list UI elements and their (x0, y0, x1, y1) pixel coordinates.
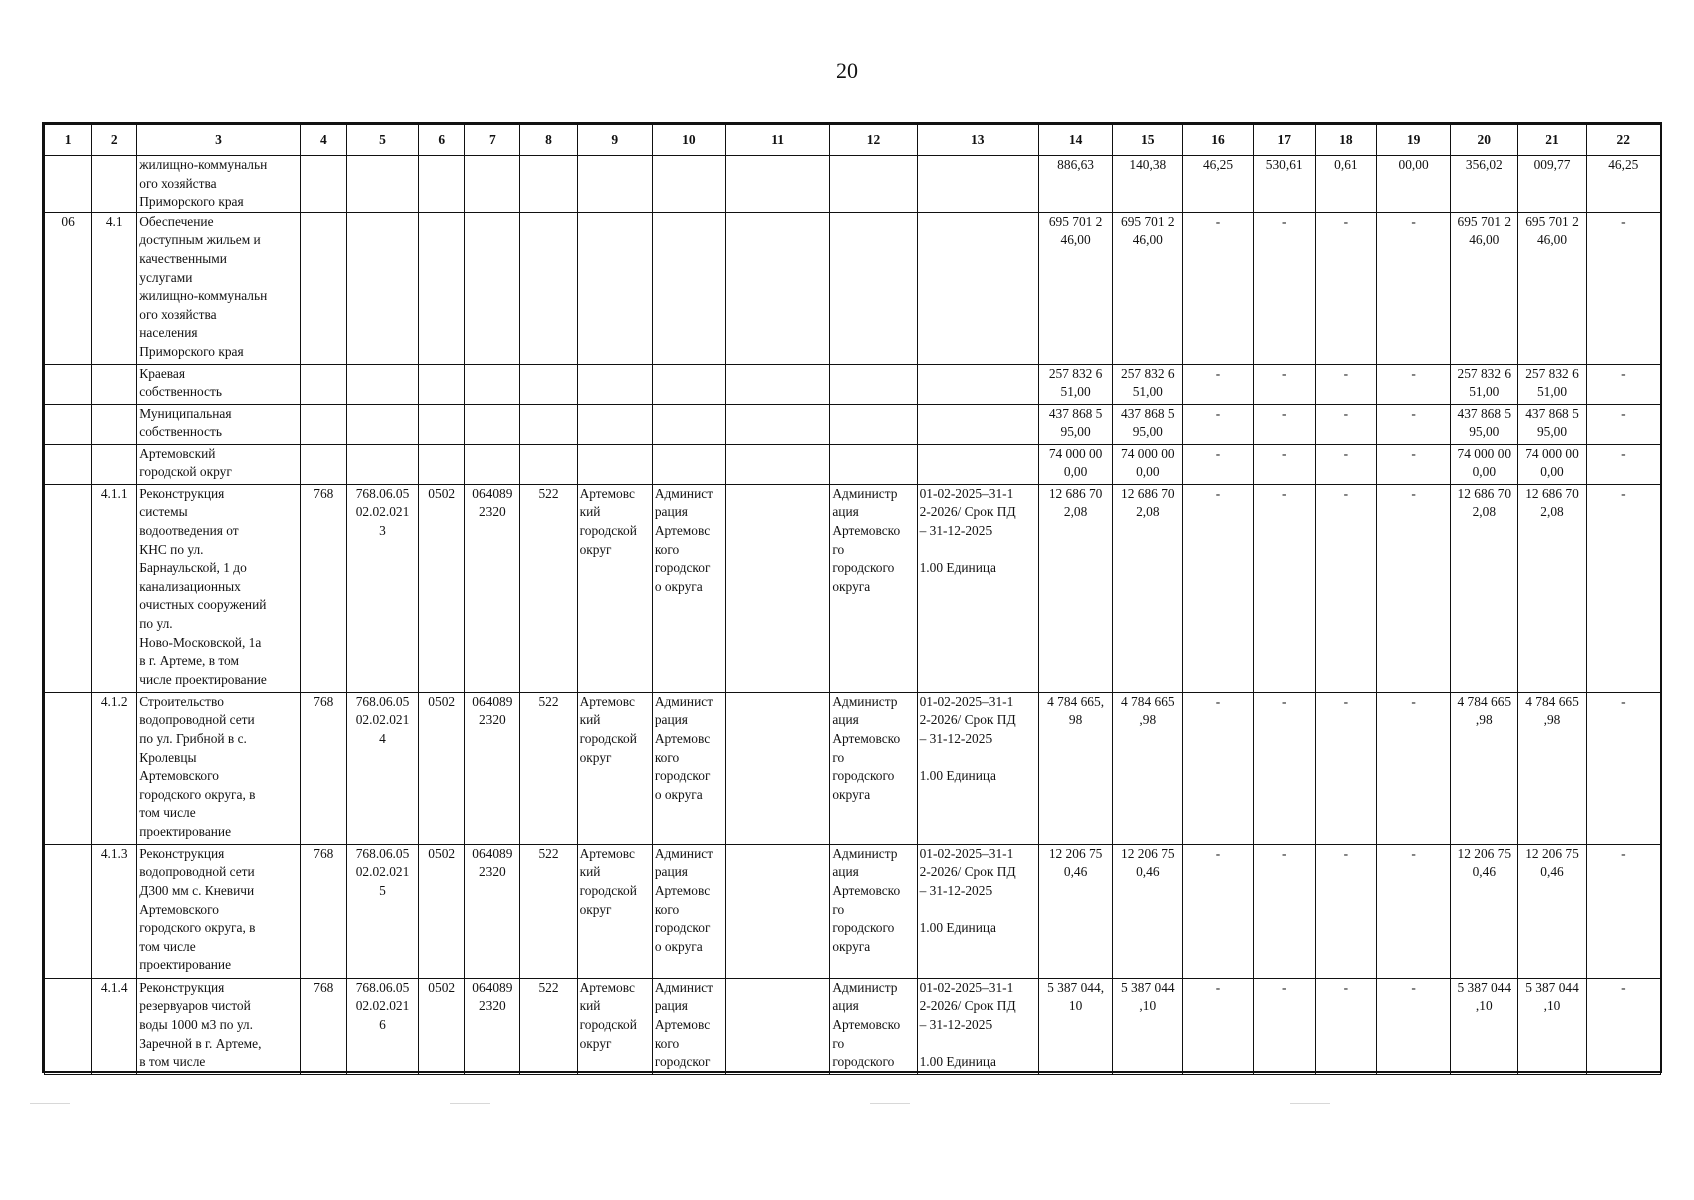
cell-col-6 (419, 364, 465, 404)
cell-col-9: Артемовс кий городской округ (577, 978, 652, 1074)
cell-col-9 (577, 364, 652, 404)
cell-col-2 (92, 444, 137, 484)
cell-col-13 (917, 404, 1038, 444)
column-header-14: 14 (1038, 125, 1112, 156)
table-row (45, 978, 1661, 1074)
cell-col-20: 695 701 2 46,00 (1451, 212, 1518, 364)
column-header-18: 18 (1315, 125, 1376, 156)
cell-col-6: 0502 (419, 978, 465, 1074)
cell-col-17: - (1253, 364, 1315, 404)
table-row (45, 364, 1661, 404)
cell-col-7: 064089 2320 (465, 978, 520, 1074)
cell-col-20: 356,02 (1451, 156, 1518, 213)
cell-col-21: 257 832 6 51,00 (1518, 364, 1586, 404)
cell-col-7 (465, 444, 520, 484)
column-header-5: 5 (346, 125, 418, 156)
cell-col-17: - (1253, 404, 1315, 444)
cell-col-15: 257 832 6 51,00 (1113, 364, 1183, 404)
cell-col-1 (45, 692, 92, 844)
cell-col-15: 437 868 5 95,00 (1113, 404, 1183, 444)
cell-col-7: 064089 2320 (465, 484, 520, 692)
cell-col-7: 064089 2320 (465, 844, 520, 978)
cell-col-21: 695 701 2 46,00 (1518, 212, 1586, 364)
cell-col-2: 4.1.2 (92, 692, 137, 844)
cell-col-12 (830, 444, 917, 484)
cell-col-10: Админист рация Артемовс кого городског о округа (652, 484, 725, 692)
cell-col-20: 437 868 5 95,00 (1451, 404, 1518, 444)
column-header-3: 3 (137, 125, 301, 156)
cell-col-2: 4.1 (92, 212, 137, 364)
cell-col-5 (346, 156, 418, 213)
cell-col-4 (300, 156, 346, 213)
column-header-22: 22 (1586, 125, 1660, 156)
cell-col-19: - (1376, 212, 1450, 364)
cell-col-19: - (1376, 844, 1450, 978)
cell-col-17: - (1253, 844, 1315, 978)
cell-col-22: - (1586, 844, 1660, 978)
page-number: 20 (836, 58, 858, 83)
column-header-12: 12 (830, 125, 917, 156)
cell-col-2: 4.1.1 (92, 484, 137, 692)
cell-col-12 (830, 364, 917, 404)
column-header-2: 2 (92, 125, 137, 156)
cell-col-4: 768 (300, 484, 346, 692)
cell-col-11 (726, 364, 830, 404)
cell-col-21: 74 000 00 0,00 (1518, 444, 1586, 484)
cell-col-11 (726, 978, 830, 1074)
cell-col-7 (465, 404, 520, 444)
cell-col-18: - (1315, 212, 1376, 364)
cell-col-13: 01-02-2025–31-1 2-2026/ Срок ПД – 31-12-2025 1.00 Единица (917, 844, 1038, 978)
cell-col-18: - (1315, 484, 1376, 692)
column-header-8: 8 (520, 125, 577, 156)
cell-col-14: 12 686 70 2,08 (1038, 484, 1112, 692)
cell-col-7 (465, 364, 520, 404)
cell-col-19: 00,00 (1376, 156, 1450, 213)
column-header-20: 20 (1451, 125, 1518, 156)
cell-col-7 (465, 156, 520, 213)
cell-col-11 (726, 484, 830, 692)
cell-col-16: - (1183, 978, 1253, 1074)
cell-col-14: 257 832 6 51,00 (1038, 364, 1112, 404)
cell-col-16: - (1183, 484, 1253, 692)
cell-col-14: 74 000 00 0,00 (1038, 444, 1112, 484)
cell-col-18: - (1315, 844, 1376, 978)
cell-col-17: 530,61 (1253, 156, 1315, 213)
cell-col-2: 4.1.3 (92, 844, 137, 978)
cell-col-9: Артемовс кий городской округ (577, 692, 652, 844)
cell-col-11 (726, 404, 830, 444)
cell-col-9 (577, 404, 652, 444)
cell-col-8 (520, 404, 577, 444)
cell-col-15: 4 784 665 ,98 (1113, 692, 1183, 844)
cell-col-3: Реконструкция водопроводной сети Д300 мм с. Кневичи Артемовского городского округа, в том числе проектирование (137, 844, 301, 978)
cell-col-11 (726, 692, 830, 844)
cell-col-4 (300, 364, 346, 404)
cell-col-10 (652, 156, 725, 213)
cell-col-19: - (1376, 404, 1450, 444)
cell-col-18: 0,61 (1315, 156, 1376, 213)
cell-col-13: 01-02-2025–31-1 2-2026/ Срок ПД – 31-12-2025 1.00 Единица (917, 978, 1038, 1074)
cell-col-6 (419, 404, 465, 444)
cell-col-3: Муниципальная собственность (137, 404, 301, 444)
cell-col-6: 0502 (419, 692, 465, 844)
cell-col-7: 064089 2320 (465, 692, 520, 844)
cell-col-11 (726, 444, 830, 484)
cell-col-13 (917, 444, 1038, 484)
cell-col-18: - (1315, 692, 1376, 844)
cell-col-3: Артемовский городской округ (137, 444, 301, 484)
cell-col-10 (652, 364, 725, 404)
column-header-17: 17 (1253, 125, 1315, 156)
cell-col-9 (577, 212, 652, 364)
cell-col-12 (830, 212, 917, 364)
cell-col-10 (652, 212, 725, 364)
cell-col-8 (520, 212, 577, 364)
cell-col-15: 5 387 044 ,10 (1113, 978, 1183, 1074)
cell-col-1 (45, 444, 92, 484)
column-header-21: 21 (1518, 125, 1586, 156)
cell-col-20: 12 206 75 0,46 (1451, 844, 1518, 978)
cell-col-12: Администр ация Артемовско го городского (830, 978, 917, 1074)
cell-col-14: 886,63 (1038, 156, 1112, 213)
cell-col-12 (830, 156, 917, 213)
cell-col-17: - (1253, 444, 1315, 484)
cell-col-2 (92, 364, 137, 404)
cell-col-4: 768 (300, 978, 346, 1074)
column-header-7: 7 (465, 125, 520, 156)
cell-col-3: Обеспечение доступным жильем и качественными услугами жилищно-коммунальн ого хозяйства населения Приморского края (137, 212, 301, 364)
cell-col-6: 0502 (419, 844, 465, 978)
cell-col-5 (346, 364, 418, 404)
cell-col-16: - (1183, 404, 1253, 444)
cell-col-1 (45, 364, 92, 404)
cell-col-9 (577, 444, 652, 484)
cell-col-10: Админист рация Артемовс кого городског (652, 978, 725, 1074)
cell-col-5: 768.06.05 02.02.021 6 (346, 978, 418, 1074)
cell-col-10 (652, 404, 725, 444)
cell-col-3: Реконструкция резервуаров чистой воды 1000 м3 по ул. Заречной в г. Артеме, в том числе (137, 978, 301, 1074)
cell-col-5: 768.06.05 02.02.021 5 (346, 844, 418, 978)
column-header-9: 9 (577, 125, 652, 156)
cell-col-6 (419, 156, 465, 213)
cell-col-15: 74 000 00 0,00 (1113, 444, 1183, 484)
cell-col-8 (520, 364, 577, 404)
cell-col-22: - (1586, 364, 1660, 404)
cell-col-1 (45, 404, 92, 444)
cell-col-9: Артемовс кий городской округ (577, 844, 652, 978)
table-row (45, 692, 1661, 844)
cell-col-12: Администр ация Артемовско го городского округа (830, 484, 917, 692)
cell-col-18: - (1315, 978, 1376, 1074)
cell-col-22: - (1586, 212, 1660, 364)
cell-col-13 (917, 212, 1038, 364)
cell-col-8: 522 (520, 978, 577, 1074)
cell-col-5: 768.06.05 02.02.021 4 (346, 692, 418, 844)
cell-col-12: Администр ация Артемовско го городского округа (830, 692, 917, 844)
budget-table (44, 124, 1661, 1075)
cell-col-3: Краевая собственность (137, 364, 301, 404)
cell-col-15: 695 701 2 46,00 (1113, 212, 1183, 364)
table-row (45, 484, 1661, 692)
table-row (45, 212, 1661, 364)
cell-col-3: жилищно-коммунальн ого хозяйства Приморского края (137, 156, 301, 213)
cell-col-15: 12 686 70 2,08 (1113, 484, 1183, 692)
cell-col-19: - (1376, 444, 1450, 484)
cell-col-6: 0502 (419, 484, 465, 692)
cell-col-20: 5 387 044 ,10 (1451, 978, 1518, 1074)
cell-col-5: 768.06.05 02.02.021 3 (346, 484, 418, 692)
column-header-10: 10 (652, 125, 725, 156)
header-row (45, 125, 1661, 156)
scan-artifact-line (30, 1103, 1660, 1104)
cell-col-3: Реконструкция системы водоотведения от КНС по ул. Барнаульской, 1 до канализационных очистных сооружений по ул. Ново-Московской, 1а в г. Артеме, в том числе проектирование (137, 484, 301, 692)
table-body (45, 156, 1661, 1075)
cell-col-13: 01-02-2025–31-1 2-2026/ Срок ПД – 31-12-2025 1.00 Единица (917, 484, 1038, 692)
cell-col-11 (726, 212, 830, 364)
cell-col-4 (300, 444, 346, 484)
column-header-11: 11 (726, 125, 830, 156)
cell-col-20: 12 686 70 2,08 (1451, 484, 1518, 692)
cell-col-22: - (1586, 484, 1660, 692)
cell-col-5 (346, 444, 418, 484)
cell-col-19: - (1376, 484, 1450, 692)
cell-col-7 (465, 212, 520, 364)
cell-col-19: - (1376, 978, 1450, 1074)
cell-col-10: Админист рация Артемовс кого городског о округа (652, 692, 725, 844)
cell-col-8: 522 (520, 844, 577, 978)
cell-col-1 (45, 156, 92, 213)
column-header-1: 1 (45, 125, 92, 156)
cell-col-16: - (1183, 444, 1253, 484)
cell-col-14: 695 701 2 46,00 (1038, 212, 1112, 364)
cell-col-9: Артемовс кий городской округ (577, 484, 652, 692)
cell-col-12 (830, 404, 917, 444)
cell-col-22: - (1586, 692, 1660, 844)
cell-col-18: - (1315, 444, 1376, 484)
cell-col-4: 768 (300, 844, 346, 978)
cell-col-21: 5 387 044 ,10 (1518, 978, 1586, 1074)
cell-col-11 (726, 156, 830, 213)
cell-col-14: 4 784 665, 98 (1038, 692, 1112, 844)
table-row (45, 156, 1661, 213)
column-header-16: 16 (1183, 125, 1253, 156)
cell-col-11 (726, 844, 830, 978)
cell-col-22: - (1586, 978, 1660, 1074)
cell-col-21: 12 686 70 2,08 (1518, 484, 1586, 692)
table-row (45, 444, 1661, 484)
cell-col-15: 140,38 (1113, 156, 1183, 213)
cell-col-8 (520, 156, 577, 213)
cell-col-10 (652, 444, 725, 484)
cell-col-1 (45, 844, 92, 978)
cell-col-20: 74 000 00 0,00 (1451, 444, 1518, 484)
cell-col-1: 06 (45, 212, 92, 364)
cell-col-2: 4.1.4 (92, 978, 137, 1074)
cell-col-19: - (1376, 364, 1450, 404)
column-header-19: 19 (1376, 125, 1450, 156)
cell-col-16: - (1183, 364, 1253, 404)
cell-col-10: Админист рация Артемовс кого городског о округа (652, 844, 725, 978)
cell-col-1 (45, 978, 92, 1074)
cell-col-21: 12 206 75 0,46 (1518, 844, 1586, 978)
cell-col-19: - (1376, 692, 1450, 844)
cell-col-4 (300, 212, 346, 364)
cell-col-12: Администр ация Артемовско го городского округа (830, 844, 917, 978)
cell-col-17: - (1253, 484, 1315, 692)
cell-col-1 (45, 484, 92, 692)
cell-col-16: - (1183, 692, 1253, 844)
column-header-6: 6 (419, 125, 465, 156)
cell-col-13 (917, 364, 1038, 404)
cell-col-2 (92, 404, 137, 444)
table-row (45, 404, 1661, 444)
cell-col-16: 46,25 (1183, 156, 1253, 213)
cell-col-17: - (1253, 692, 1315, 844)
cell-col-8: 522 (520, 692, 577, 844)
cell-col-18: - (1315, 404, 1376, 444)
column-header-13: 13 (917, 125, 1038, 156)
table-row (45, 844, 1661, 978)
cell-col-16: - (1183, 844, 1253, 978)
column-header-15: 15 (1113, 125, 1183, 156)
cell-col-6 (419, 212, 465, 364)
cell-col-4: 768 (300, 692, 346, 844)
cell-col-13 (917, 156, 1038, 213)
cell-col-21: 437 868 5 95,00 (1518, 404, 1586, 444)
cell-col-8 (520, 444, 577, 484)
cell-col-21: 4 784 665 ,98 (1518, 692, 1586, 844)
cell-col-22: - (1586, 404, 1660, 444)
cell-col-17: - (1253, 212, 1315, 364)
cell-col-8: 522 (520, 484, 577, 692)
cell-col-16: - (1183, 212, 1253, 364)
cell-col-2 (92, 156, 137, 213)
cell-col-13: 01-02-2025–31-1 2-2026/ Срок ПД – 31-12-2025 1.00 Единица (917, 692, 1038, 844)
cell-col-17: - (1253, 978, 1315, 1074)
cell-col-15: 12 206 75 0,46 (1113, 844, 1183, 978)
cell-col-9 (577, 156, 652, 213)
column-header-4: 4 (300, 125, 346, 156)
cell-col-21: 009,77 (1518, 156, 1586, 213)
cell-col-18: - (1315, 364, 1376, 404)
cell-col-14: 12 206 75 0,46 (1038, 844, 1112, 978)
cell-col-4 (300, 404, 346, 444)
cell-col-22: - (1586, 444, 1660, 484)
cell-col-14: 5 387 044, 10 (1038, 978, 1112, 1074)
cell-col-14: 437 868 5 95,00 (1038, 404, 1112, 444)
cell-col-6 (419, 444, 465, 484)
cell-col-3: Строительство водопроводной сети по ул. Грибной в с. Кролевцы Артемовского городского округа, в том числе проектирование (137, 692, 301, 844)
cell-col-22: 46,25 (1586, 156, 1660, 213)
cell-col-5 (346, 212, 418, 364)
cell-col-20: 4 784 665 ,98 (1451, 692, 1518, 844)
cell-col-5 (346, 404, 418, 444)
cell-col-20: 257 832 6 51,00 (1451, 364, 1518, 404)
